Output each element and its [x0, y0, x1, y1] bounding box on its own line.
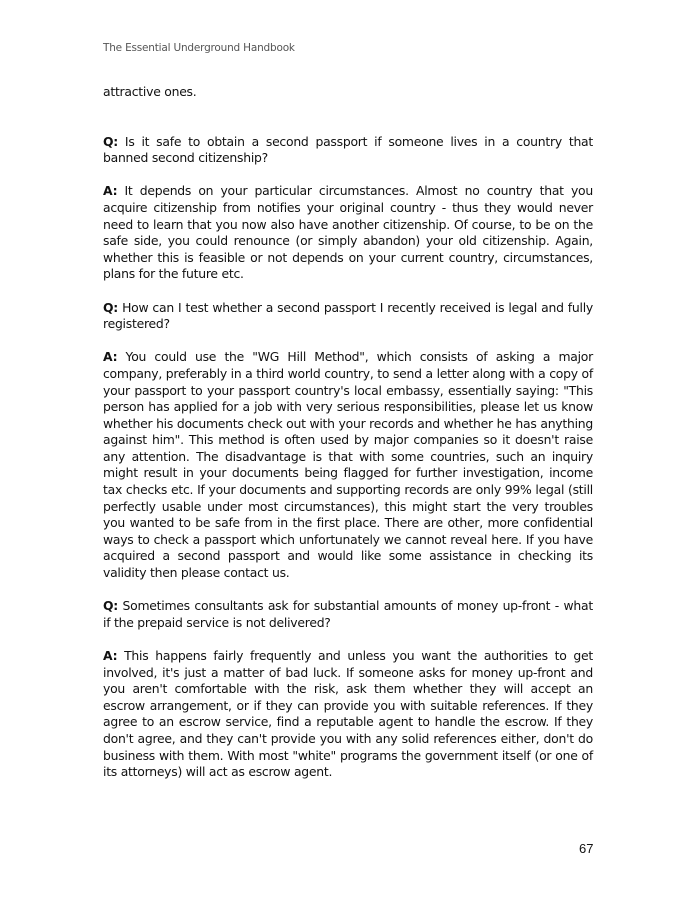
answer-label: A:	[103, 648, 118, 663]
answer-3	[103, 648, 593, 781]
question-text: Sometimes consultants ask for substantial amounts of money up-front - what if the prepaid service is not delivered?	[103, 598, 593, 630]
question-text: How can I test whether a second passport I recently received is legal and fully registered?	[103, 299, 593, 332]
question-3	[103, 598, 593, 631]
answer-label: A:	[103, 183, 118, 199]
question-label: Q:	[103, 133, 118, 149]
answer-text: You could use the "WG Hill Method", which consists of asking a major company, preferably in a third world country, to send a letter along with a copy of your passport to your passport country's local embassy, essentially saying: "This person has applied for a job with very serious responsibilities, please let us know whether his documents check out with your records and whether he has anything against him". This method is often used by major companies so it doesn't raise any attention. The disadvantage is that with some countries, such an inquiry might result in your documents being flagged for further investigation, income tax checks etc. If your documents and supporting records are only 99% legal (still perfectly usable under most circumstances), this might start the very troubles you wanted to be safe from in the first place. There are other, more confidential ways to check a passport which unfortunately we cannot reveal here. If you have acquired a second passport and would like some assistance in checking its validity then please contact us.	[103, 349, 593, 581]
answer-text: This happens fairly frequently and unless you want the authorities to get involved, it's just a matter of bad luck. If someone asks for money up-front and you aren't comfortable with the risk, ask them whether they will accept an escrow arrangement, or if they can provide you with suitable references. If they agree to an escrow service, find a reputable agent to handle the escrow. If they don't agree, and they can't provide you with any solid references either, don't do business with them. With most "white" programs the government itself (or one of its attorneys) will act as escrow agent.	[103, 648, 593, 780]
continuation-paragraph: attractive ones.	[103, 84, 197, 99]
answer-1	[103, 183, 593, 283]
question-label: Q:	[103, 598, 118, 614]
question-2	[103, 300, 593, 333]
running-header: The Essential Underground Handbook	[103, 42, 295, 54]
page-number: 67	[579, 841, 594, 856]
question-label: Q:	[103, 299, 118, 315]
body-text	[103, 84, 593, 797]
question-text: Is it safe to obtain a second passport if someone lives in a country that banned second citizenship?	[103, 133, 593, 166]
answer-label: A:	[103, 349, 118, 365]
answer-2	[103, 349, 593, 581]
question-1	[103, 134, 593, 167]
answer-text: It depends on your particular circumstances. Almost no country that you acquire citizenship from notifies your original country - thus they would never need to learn that you now also have another citizenship. Of course, to be on the safe side, you could renounce (or simply abandon) your old citizenship. Again, whether this is feasible or not depends on your current country, circumstances, plans for the future etc.	[103, 183, 593, 282]
